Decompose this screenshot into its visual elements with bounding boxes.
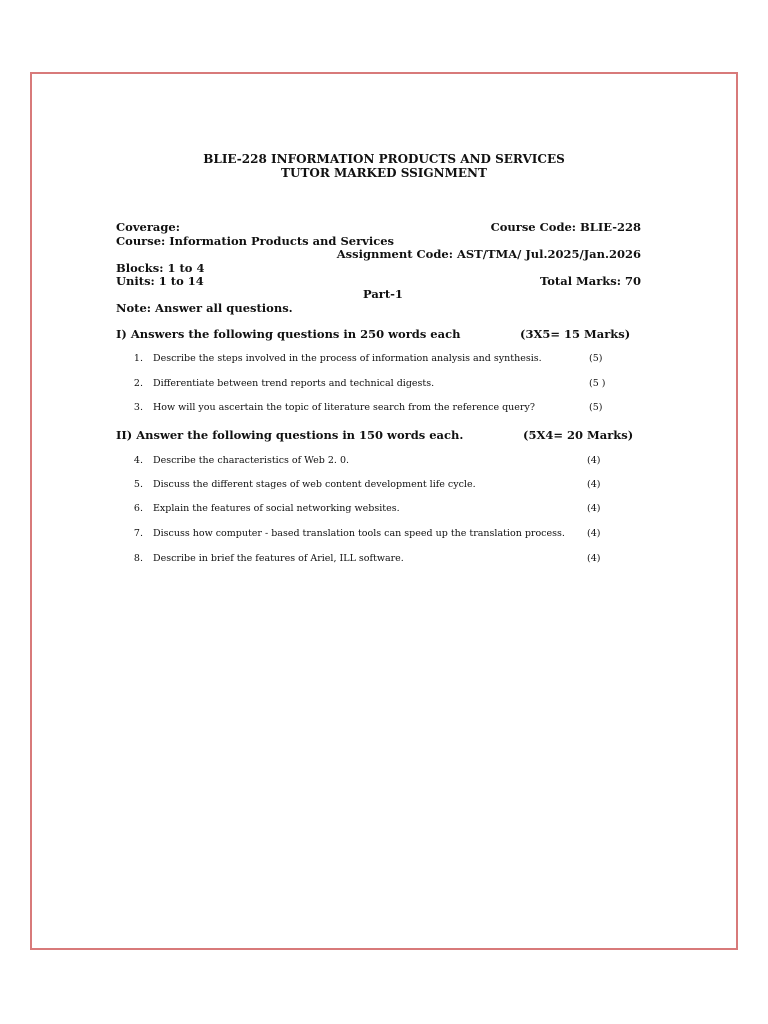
title-line-1: BLIE-228 INFORMATION PRODUCTS AND SERVICES bbox=[203, 152, 565, 166]
section-2-heading: II) Answer the following questions in 150 words each. bbox=[116, 428, 464, 442]
question-marks: (5) bbox=[589, 353, 603, 364]
question-text: Differentiate between trend reports and technical digests. bbox=[153, 378, 435, 389]
question-text: Describe in brief the features of Ariel, ILL software. bbox=[153, 553, 404, 564]
question-number: 2. bbox=[133, 378, 143, 389]
section-1-heading: I) Answers the following questions in 250 words each bbox=[116, 327, 461, 341]
question-marks: (4) bbox=[587, 528, 601, 539]
question-marks: (4) bbox=[587, 503, 601, 514]
question-number: 7. bbox=[133, 528, 143, 539]
question-number: 8. bbox=[133, 553, 143, 564]
question-marks: (5) bbox=[589, 402, 603, 413]
question-text: Discuss how computer - based translation tools can speed up the translation process. bbox=[153, 528, 565, 539]
question-number: 5. bbox=[133, 479, 143, 490]
question-text: Describe the characteristics of Web 2. 0. bbox=[153, 455, 350, 466]
assignment-code: Assignment Code: AST/TMA/ Jul.2025/Jan.2026 bbox=[336, 247, 641, 261]
part-label: Part-1 bbox=[363, 287, 403, 301]
note: Note: Answer all questions. bbox=[116, 301, 293, 315]
question-marks: (5 ) bbox=[589, 378, 606, 389]
question-marks: (4) bbox=[587, 553, 601, 564]
blocks: Blocks: 1 to 4 bbox=[116, 261, 205, 275]
total-marks: Total Marks: 70 bbox=[540, 274, 641, 288]
coverage-label: Coverage: bbox=[116, 220, 180, 234]
course-code: Course Code: BLIE-228 bbox=[490, 220, 641, 234]
course-name: Course: Information Products and Services bbox=[116, 234, 394, 248]
question-number: 4. bbox=[133, 455, 143, 466]
units: Units: 1 to 14 bbox=[116, 274, 204, 288]
question-text: Discuss the different stages of web content development life cycle. bbox=[153, 479, 476, 490]
question-text: Describe the steps involved in the process of information analysis and synthesis. bbox=[153, 353, 542, 364]
question-number: 6. bbox=[133, 503, 143, 514]
question-text: How will you ascertain the topic of literature search from the reference query? bbox=[153, 402, 535, 413]
question-number: 3. bbox=[133, 402, 143, 413]
question-marks: (4) bbox=[587, 479, 601, 490]
section-1-marks: (3X5= 15 Marks) bbox=[520, 327, 631, 341]
section-2-marks: (5X4= 20 Marks) bbox=[523, 428, 634, 442]
question-text: Explain the features of social networking websites. bbox=[153, 503, 400, 514]
title-line-2: TUTOR MARKED SSIGNMENT bbox=[281, 166, 487, 180]
question-marks: (4) bbox=[587, 455, 601, 466]
question-number: 1. bbox=[133, 353, 143, 364]
